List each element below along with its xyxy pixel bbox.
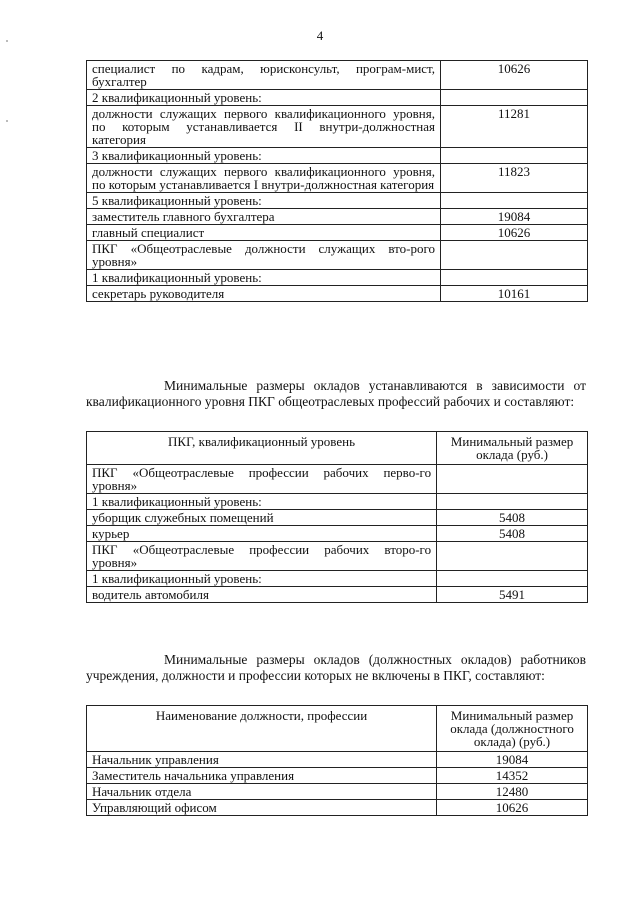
row-salary-value: 10626 [437,800,588,816]
row-label: специалист по кадрам, юрисконсульт, програм-мист, бухгалтер [87,61,441,90]
row-salary-value: 10161 [441,286,588,302]
row-label: Заместитель начальника управления [87,768,437,784]
paragraph-text: Минимальные размеры окладов устанавливаются в зависимости от квалификационного уровня ПКГ общеотраслевых профессий рабочих и составляют: [86,378,586,409]
row-label: 1 квалификационный уровень: [87,571,437,587]
row-label: 2 квалификационный уровень: [87,90,441,106]
row-salary-value [437,465,588,494]
table-row [87,752,588,768]
row-salary-value: 11823 [441,164,588,193]
row-salary-value [437,571,588,587]
salary-table-workers [86,431,588,603]
column-header-salary: Минимальный размер оклада (должностного оклада) (руб.) [437,706,588,752]
row-label: курьер [87,526,437,542]
row-salary-value: 19084 [437,752,588,768]
row-salary-value: 10626 [441,225,588,241]
table-row [87,494,588,510]
row-salary-value: 11281 [441,106,588,148]
row-label: водитель автомобиля [87,587,437,603]
row-salary-value [441,148,588,164]
row-salary-value [441,270,588,286]
table-row [87,510,588,526]
row-label: Начальник отдела [87,784,437,800]
table-row [87,286,588,302]
table-row [87,209,588,225]
salary-table-other-positions [86,705,588,816]
paragraph-other-positions-intro [86,652,586,684]
row-label: ПКГ «Общеотраслевые профессии рабочих перво-го уровня» [87,465,437,494]
paragraph-workers-intro [86,378,586,410]
row-label: Начальник управления [87,752,437,768]
row-label: должности служащих первого квалификационного уровня, по которым устанавливается II внутри-должностная категория [87,106,441,148]
table-row [87,193,588,209]
table-row [87,784,588,800]
table-row [87,571,588,587]
row-label: секретарь руководителя [87,286,441,302]
column-header-salary: Минимальный размер оклада (руб.) [437,432,588,465]
paragraph-text: Минимальные размеры окладов (должностных окладов) работников учреждения, должности и профессии которых не включены в ПКГ, составляют: [86,652,586,683]
row-salary-value [437,494,588,510]
row-label: заместитель главного бухгалтера [87,209,441,225]
row-label: 1 квалификационный уровень: [87,270,441,286]
row-salary-value: 12480 [437,784,588,800]
table-row [87,90,588,106]
row-label: 3 квалификационный уровень: [87,148,441,164]
scan-speck [6,120,8,122]
row-salary-value: 5408 [437,526,588,542]
row-label: главный специалист [87,225,441,241]
row-label: 1 квалификационный уровень: [87,494,437,510]
column-header-group: ПКГ, квалификационный уровень [87,432,437,465]
row-label: должности служащих первого квалификационного уровня, по которым устанавливается I внутри-должностная категория [87,164,441,193]
column-header-position: Наименование должности, профессии [87,706,437,752]
table-header-row [87,706,588,752]
table-row [87,587,588,603]
table-row [87,61,588,90]
table-row [87,241,588,270]
row-salary-value: 14352 [437,768,588,784]
row-label: ПКГ «Общеотраслевые должности служащих вто-рого уровня» [87,241,441,270]
table-row [87,148,588,164]
table-row [87,465,588,494]
row-salary-value [441,193,588,209]
table-row [87,164,588,193]
table-row [87,270,588,286]
table-row [87,225,588,241]
row-label: 5 квалификационный уровень: [87,193,441,209]
row-salary-value: 5491 [437,587,588,603]
page-number: 4 [316,28,324,43]
salary-table-employees [86,60,588,302]
table-row [87,800,588,816]
scan-speck [6,40,8,42]
row-salary-value [441,241,588,270]
row-salary-value: 19084 [441,209,588,225]
table-row [87,542,588,571]
row-label: уборщик служебных помещений [87,510,437,526]
table-row [87,526,588,542]
row-label: Управляющий офисом [87,800,437,816]
row-salary-value: 5408 [437,510,588,526]
table-header-row [87,432,588,465]
table-row [87,768,588,784]
row-label: ПКГ «Общеотраслевые профессии рабочих второ-го уровня» [87,542,437,571]
row-salary-value [437,542,588,571]
table-row [87,106,588,148]
row-salary-value [441,90,588,106]
row-salary-value: 10626 [441,61,588,90]
